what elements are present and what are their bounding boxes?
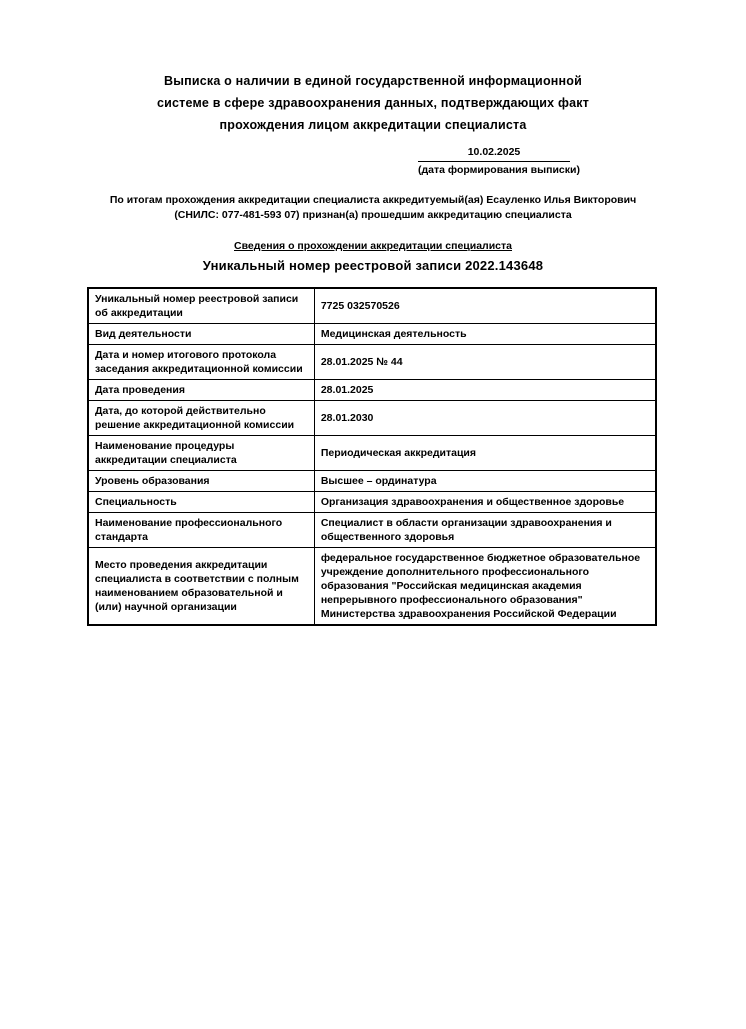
row-label: Уровень образования <box>88 471 314 492</box>
table-row <box>88 401 656 436</box>
document-title <box>0 70 746 136</box>
table-row <box>88 492 656 513</box>
table-row <box>88 288 656 324</box>
row-value: 28.01.2025 <box>314 380 656 401</box>
row-label: Наименование профессионального стандарта <box>88 513 314 548</box>
extract-date: 10.02.2025 <box>418 146 570 162</box>
table-row <box>88 324 656 345</box>
row-label: Уникальный номер реестровой записи об аккредитации <box>88 288 314 324</box>
intro-paragraph: По итогам прохождения аккредитации специалиста аккредитуемый(ая) Есауленко Илья Викторович (СНИЛС: 077-481-593 07) признан(а) прошедшим аккредитацию специалиста <box>109 194 637 221</box>
row-label: Вид деятельности <box>88 324 314 345</box>
row-value: 28.01.2030 <box>314 401 656 436</box>
table-row <box>88 380 656 401</box>
table-row <box>88 436 656 471</box>
row-label: Дата и номер итогового протокола заседания аккредитационной комиссии <box>88 345 314 380</box>
row-value: 7725 032570526 <box>314 288 656 324</box>
row-label: Место проведения аккредитации специалиста в соответствии с полным наименованием образовательной и (или) научной организации <box>88 548 314 626</box>
row-value: Медицинская деятельность <box>314 324 656 345</box>
row-value: Периодическая аккредитация <box>314 436 656 471</box>
table-row <box>88 345 656 380</box>
extract-date-caption: (дата формирования выписки) <box>418 164 580 176</box>
table-row <box>88 513 656 548</box>
accreditation-table <box>87 287 657 626</box>
row-label: Специальность <box>88 492 314 513</box>
title-line: Выписка о наличии в единой государственной информационной <box>163 74 582 88</box>
title-line: системе в сфере здравоохранения данных, подтверждающих факт <box>156 96 590 110</box>
section-heading: Сведения о прохождении аккредитации специалиста <box>234 240 512 252</box>
table-row <box>88 471 656 492</box>
table-row <box>88 548 656 626</box>
title-line: прохождения лицом аккредитации специалиста <box>219 118 527 132</box>
row-value: Высшее – ординатура <box>314 471 656 492</box>
row-label: Дата проведения <box>88 380 314 401</box>
row-value: Организация здравоохранения и общественное здоровье <box>314 492 656 513</box>
row-value: федеральное государственное бюджетное образовательное учреждение дополнительного профессионального образования "Российская медицинская академия непрерывного профессионального образования" Министерства здравоохранения Российской Федерации <box>314 548 656 626</box>
registry-record-heading: Уникальный номер реестровой записи 2022.143648 <box>202 258 544 273</box>
row-label: Дата, до которой действительно решение аккредитационной комиссии <box>88 401 314 436</box>
row-value: 28.01.2025 № 44 <box>314 345 656 380</box>
row-label: Наименование процедуры аккредитации специалиста <box>88 436 314 471</box>
row-value: Специалист в области организации здравоохранения и общественного здоровья <box>314 513 656 548</box>
extract-date-block <box>418 146 580 177</box>
